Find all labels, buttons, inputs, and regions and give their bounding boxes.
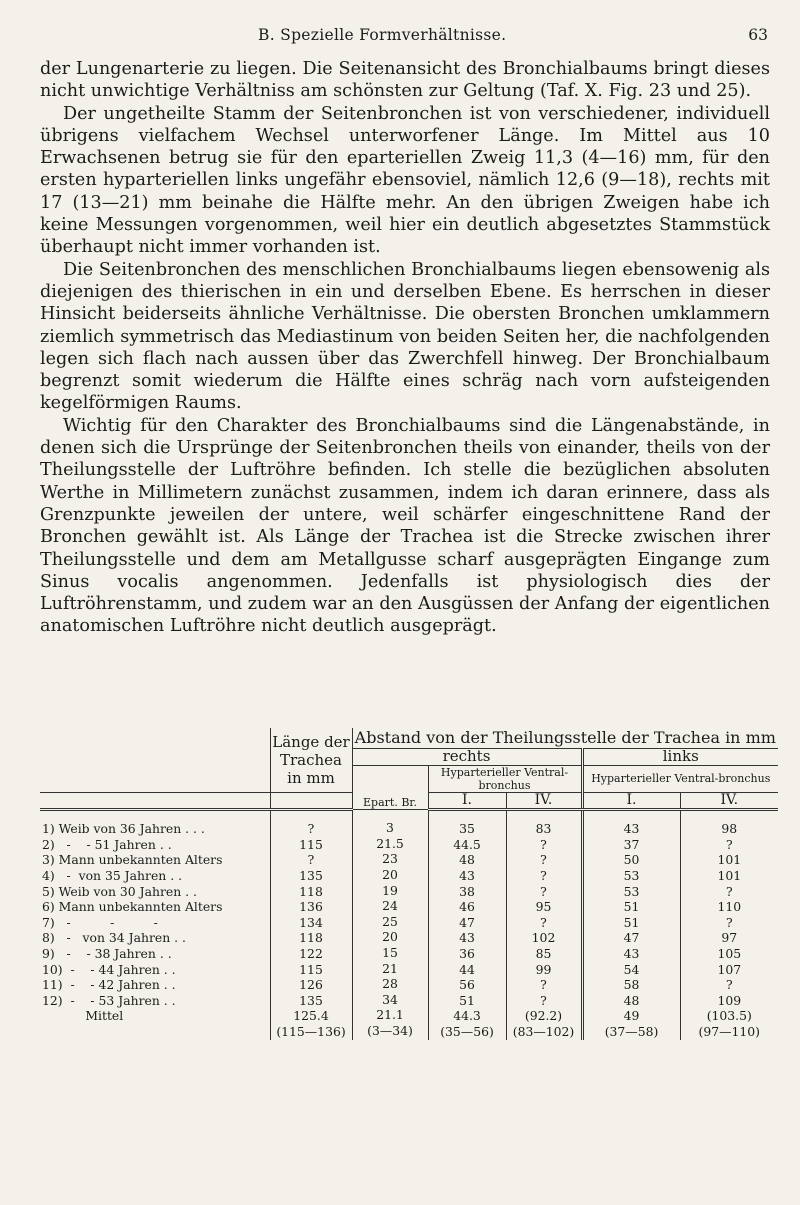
cell-left-i: 48 [623, 992, 640, 1008]
page-number: 63 [748, 26, 768, 44]
row-label: 5) Weib von 30 Jahren . . [42, 883, 197, 899]
header-right: rechts [352, 749, 582, 766]
cell-laenge: 135 [299, 867, 323, 883]
running-head: B. Spezielle Formverhältnisse. [258, 26, 507, 44]
cell-right-i: 43 [459, 867, 475, 883]
cell-left-iv: 109 [717, 992, 742, 1008]
row-label: 8) - von 34 Jahren . . [42, 930, 186, 946]
cell-epart: 19 [382, 882, 398, 898]
cell-right-iv: (92.2) [524, 1008, 563, 1024]
row-label: 2) - - 51 Jahren . . [42, 836, 172, 852]
cell-left-iv: ? [725, 836, 733, 852]
cell-left-iv: 107 [717, 961, 742, 977]
cell-left-i: 51 [623, 899, 640, 915]
header-hyp-right: Hyparterieller Ventral-bronchus [428, 765, 582, 792]
cell-right-iv: ? [540, 852, 547, 868]
paragraph: Die Seitenbronchen des menschlichen Bronchialbaums liegen ebensowenig als diejenigen des thierischen in ein und derselben Ebene. Es herrschen in dieser Hinsicht beiderseits ähnliche Verhältnisse. Die obersten Bronchen umklammern ziemlich symmetrisch das Mediastinum von beiden Seiten her, die nachfolgenden legen sich flach nach aussen über das Zwerchfell hinweg. Der Bronchialbaum begrenzt somit wiederum die Hälfte eines schräg nach vorn aufsteigenden kegelförmigen Raums. [40, 259, 770, 414]
cell-left-iv: 105 [717, 945, 742, 961]
cell-left-i-range: (37—58) [604, 1023, 659, 1039]
cell-epart: 23 [382, 851, 398, 867]
cell-epart: 15 [382, 944, 398, 960]
header-length: Länge der Trachea in mm [270, 728, 352, 792]
page-header [0, 26, 800, 50]
cell-right-i: 51 [459, 992, 475, 1008]
column-laenge [270, 810, 352, 1040]
cell-epart-range: (3—34) [367, 1022, 413, 1038]
row-label: 3) Mann unbekannten Alters [42, 852, 223, 868]
cell-left-i: 58 [623, 977, 640, 993]
cell-right-i: 44.5 [453, 836, 481, 852]
cell-left-i: 53 [623, 883, 640, 899]
cell-right-iv: 102 [531, 930, 556, 946]
paragraph: Wichtig für den Charakter des Bronchialbaums sind die Längenabstände, in denen sich die Ursprünge der Seitenbronchen theils von einander, theils von der Theilungsstelle der Luftröhre befinden. Ich stelle die bezüglichen absoluten Werthe in Millimetern zunächst zusammen, indem ich daran erinnere, dass als Grenzpunkte jeweilen der untere, weil schärfer eingeschnittene Rand der Bronchen gewählt ist. Als Länge der Trachea ist die Strecke zwischen ihrer Theilungsstelle und dem am Metallgusse scharf ausgeprägten Eingange zum Sinus vocalis angenommen. Jedenfalls ist physiologisch dies der Luftröhrenstamm, und zudem war an den Ausgüssen der Anfang der eigentlichen anatomischen Luftröhre nicht deutlich ausgeprägt. [40, 415, 770, 637]
header-distance: Abstand von der Theilungsstelle der Trachea in mm [352, 728, 778, 749]
cell-laenge: 115 [299, 961, 323, 977]
cell-left-iv: ? [725, 914, 733, 930]
cell-laenge: 122 [299, 945, 323, 961]
cell-epart: 21.5 [376, 835, 404, 851]
cell-laenge: 135 [299, 992, 323, 1008]
body-text [40, 58, 770, 638]
cell-left-iv: (103.5) [706, 1008, 752, 1024]
cell-left-iv: 101 [717, 852, 742, 868]
header-col-iv-right: IV. [506, 792, 582, 810]
row-label: 6) Mann unbekannten Alters [42, 899, 223, 915]
header-left: links [582, 749, 778, 766]
cell-right-iv: 85 [535, 945, 552, 961]
cell-laenge: 125.4 [293, 1008, 329, 1024]
cell-right-iv: ? [540, 883, 547, 899]
cell-left-iv: ? [725, 977, 733, 993]
cell-laenge: 118 [299, 930, 323, 946]
column-epart [352, 810, 428, 1040]
cell-right-i: 44 [459, 961, 475, 977]
cell-right-i: 47 [459, 914, 475, 930]
cell-left-i: 47 [623, 930, 640, 946]
cell-laenge: 118 [299, 883, 323, 899]
cell-epart: 25 [382, 913, 398, 929]
row-label: 7) - - - [42, 914, 158, 930]
cell-left-i: 37 [623, 836, 640, 852]
cell-epart: 20 [382, 929, 398, 945]
cell-right-i: 46 [459, 899, 475, 915]
cell-left-iv: 110 [717, 899, 742, 915]
cell-left-iv-range: (97—110) [698, 1023, 761, 1039]
cell-right-iv-range: (83—102) [512, 1023, 575, 1039]
row-label: Mittel [42, 1008, 124, 1024]
cell-right-i: 43 [459, 930, 475, 946]
cell-laenge: 134 [299, 914, 323, 930]
cell-epart: 24 [382, 898, 398, 914]
measurement-table [40, 728, 778, 1040]
cell-laenge: 115 [299, 836, 323, 852]
column-right-i [428, 810, 506, 1040]
cell-left-i: 53 [623, 867, 640, 883]
cell-epart: 34 [382, 991, 398, 1007]
row-label: 10) - - 44 Jahren . . [42, 961, 176, 977]
cell-left-i: 54 [623, 961, 640, 977]
cell-right-i: 48 [459, 852, 475, 868]
column-left-iv [680, 810, 778, 1040]
cell-left-i: 50 [623, 852, 640, 868]
cell-left-iv: 101 [717, 867, 742, 883]
cell-left-iv: 98 [721, 821, 738, 837]
column-left-i [582, 810, 680, 1040]
paragraph: Der ungetheilte Stamm der Seitenbronchen ist von verschiedener, individuell übrigens vielfachem Wechsel unterworfener Länge. Im Mittel aus 10 Erwachsenen betrug sie für den eparteriellen Zweig 11,3 (4—16) mm, für den ersten hyparteriellen links ungefähr ebensoviel, nämlich 12,6 (9—18), rechts mit 17 (13—21) mm beinahe die Hälfte mehr. An den übrigen Zweigen habe ich keine Messungen vorgenommen, weil hier ein deutlich abgesetztes Stammstück überhaupt nicht immer vorhanden ist. [40, 103, 770, 258]
cell-epart: 21 [382, 960, 398, 976]
cell-left-iv: ? [725, 883, 733, 899]
cell-right-iv: ? [540, 836, 547, 852]
cell-right-iv: 99 [535, 961, 552, 977]
cell-laenge: 126 [299, 977, 323, 993]
header-blank [40, 728, 270, 792]
cell-right-i: 36 [459, 945, 475, 961]
header-col-i-right: I. [428, 792, 506, 810]
cell-right-i: 35 [459, 821, 475, 837]
cell-left-i: 43 [623, 945, 640, 961]
cell-left-iv: 97 [721, 930, 738, 946]
cell-right-i: 38 [459, 883, 475, 899]
cell-laenge: ? [307, 821, 315, 837]
cell-right-iv: 95 [535, 899, 552, 915]
row-label: 12) - - 53 Jahren . . [42, 992, 176, 1008]
cell-right-iv: ? [540, 977, 547, 993]
cell-laenge: 136 [299, 899, 323, 915]
cell-right-iv: 83 [535, 821, 552, 837]
cell-epart: 3 [386, 820, 394, 836]
cell-right-i: 56 [459, 977, 475, 993]
cell-right-iv: ? [540, 992, 547, 1008]
paragraph: der Lungenarterie zu liegen. Die Seitenansicht des Bronchialbaums bringt dieses nicht unwichtige Verhältniss am schönsten zur Geltung (Taf. X. Fig. 23 und 25). [40, 59, 770, 102]
cell-right-i-range: (35—56) [440, 1023, 494, 1039]
header-blank [270, 792, 352, 810]
table-body-row [40, 810, 778, 1040]
cell-laenge: ? [307, 852, 315, 868]
cell-laenge-range: (115—136) [276, 1023, 346, 1039]
header-hyp-left: Hyparterieller Ventral-bronchus [582, 765, 778, 792]
cell-left-i: 49 [623, 1008, 640, 1024]
row-label: 11) - - 42 Jahren . . [42, 977, 176, 993]
header-col-i-left: I. [582, 792, 680, 810]
row-label: 9) - - 38 Jahren . . [42, 945, 172, 961]
cell-epart: 20 [382, 866, 398, 882]
cell-left-i: 51 [623, 914, 640, 930]
cell-epart: 21.1 [376, 1007, 404, 1023]
row-label: 1) Weib von 36 Jahren . . . [42, 821, 205, 837]
cell-right-iv: ? [540, 867, 547, 883]
cell-epart: 28 [382, 976, 398, 992]
cell-right-iv: ? [540, 914, 547, 930]
header-epart: Epart. Br. [352, 765, 428, 810]
header-col-iv-left: IV. [680, 792, 778, 810]
header-blank [40, 792, 270, 810]
column-right-iv [506, 810, 582, 1040]
row-label: 4) - von 35 Jahren . . [42, 867, 183, 883]
column-subjects [40, 810, 270, 1040]
cell-left-i: 43 [623, 821, 640, 837]
cell-right-i: 44.3 [453, 1008, 481, 1024]
